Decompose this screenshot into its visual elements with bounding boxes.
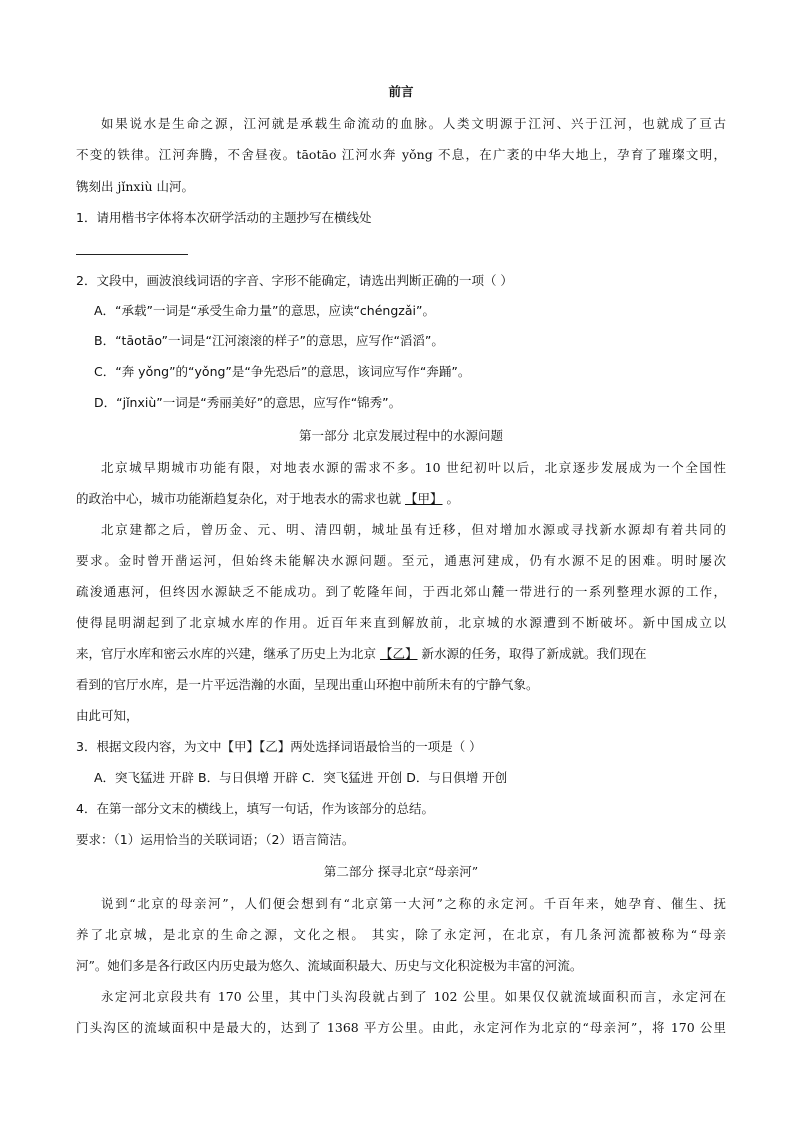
preface-title: 前言 [388, 84, 414, 99]
preface-line-3: 镌刻出 jǐnxiù 山河。 [76, 179, 194, 194]
part-1-para-1-line-2 [76, 491, 726, 507]
question-4-requirement: 要求：（1）运用恰当的关联词语；（2）语言简洁。 [76, 832, 355, 847]
answer-blank-line[interactable] [76, 254, 188, 255]
part-2-line-1: 说到“北京的母亲河”，人们便会想到有“北京第一大河”之称的永定河。千百年来，她孕育、催生、抚 [101, 896, 726, 911]
question-2-option-a: A．“承载”一词是“承受生命力量”的意思，应读“chéngzǎi”。 [94, 303, 435, 318]
part-1-para-2-line-3: 疏浚通惠河，但终因水源缺乏不能成功。到了乾隆年间，于西北郊山麓一带进行的一系列整理水源的工作， [76, 584, 726, 599]
question-4: 4．在第一部分文末的横线上，填写一句话，作为该部分的总结。 [76, 801, 434, 816]
question-2: 2．文段中，画波浪线词语的字音、字形不能确定，请选出判断正确的一项（ ） [76, 273, 513, 288]
blank-yi: 【乙】 [380, 646, 418, 661]
part-1-para-1-end: 。 [446, 491, 460, 506]
part-1-para-2-line-6: 看到的官厅水库，是一片平远浩瀚的水面，呈现出重山环抱中前所未有的宁静气象。 [76, 677, 539, 692]
part-1-para-2-text-a: 来，官厅水库和密云水库的兴建，继承了历史上为北京 [76, 646, 377, 661]
part-1-para-1-text: 的政治中心，城市功能渐趋复杂化，对于地表水的需求也就 [76, 491, 402, 506]
part-1-para-1-line-1: 北京城早期城市功能有限，对地表水源的需求不多。10 世纪初叶以后，北京逐步发展成为一个全国性 [101, 460, 726, 475]
question-2-option-c: C．“奔 yǒng”的“yǒng”是“争先恐后”的意思，该词应写作“奔踊”。 [94, 364, 471, 379]
part-1-para-2-line-2: 要求。金时曾开凿运河，但始终未能解决水源问题。至元，通惠河建成，仍有水源不足的困难。明时屡次 [76, 553, 726, 568]
question-3-options: A．突飞猛进 开辟 B．与日俱增 开辟 C．突飞猛进 开创 D．与日俱增 开创 [94, 770, 508, 785]
part-2-line-5: 门头沟区的流域面积中是最大的，达到了 1368 平方公里。由此，永定河作为北京的“母亲河”，将 170 公里 [76, 1020, 726, 1035]
question-1: 1．请用楷书字体将本次研学活动的主题抄写在横线处 [76, 210, 372, 225]
part-1-para-2-text-b: 新水源的任务，取得了新成就。我们现在 [421, 646, 647, 661]
question-2-option-d: D．“jǐnxiù”一词是“秀丽美好”的意思，应写作“锦秀”。 [94, 395, 402, 410]
preface-line-2: 不变的铁律。江河奔腾，不舍昼夜。tāotāo 江河水奔 yǒng 不息，在广袤的中华大地上，孕育了璀璨文明， [76, 147, 726, 162]
part-2-line-4: 永定河北京段共有 170 公里，其中门头沟段就占到了 102 公里。如果仅仅就流域面积而言，永定河在 [101, 989, 726, 1004]
part-1-para-2-line-5 [76, 646, 726, 662]
part-1-para-2-line-1: 北京建都之后，曾历金、元、明、清四朝，城址虽有迁移，但对增加水源或寻找新水源却有着共同的 [101, 522, 726, 537]
part-1-title: 第一部分 北京发展过程中的水源问题 [299, 428, 503, 443]
part-2-line-2: 养了北京城，是北京的生命之源，文化之根。 其实，除了永定河，在北京，有几条河流都被称为“母亲 [76, 927, 726, 942]
preface-line-1: 如果说水是生命之源，江河就是承载生命流动的血脉。人类文明源于江河、兴于江河，也就成了亘古 [101, 116, 726, 131]
part-2-title: 第二部分 探寻北京“母亲河” [323, 864, 479, 879]
part-1-conclusion: 由此可知， [76, 708, 139, 723]
blank-jia: 【甲】 [405, 491, 443, 506]
question-2-option-b: B．“tāotāo”一词是“江河滚滚的样子”的意思，应写作“滔滔”。 [94, 333, 444, 348]
part-1-para-2-line-4: 使得昆明湖起到了北京城水库的作用。近百年来直到解放前，北京城的水源遭到不断破坏。新中国成立以 [76, 615, 726, 630]
part-2-line-3: 河”。她们多是各行政区内历史最为悠久、流域面积最大、历史与文化积淀极为丰富的河流。 [76, 958, 583, 973]
question-3: 3．根据文段内容，为文中【甲】【乙】两处选择词语最恰当的一项是（ ） [76, 739, 482, 754]
